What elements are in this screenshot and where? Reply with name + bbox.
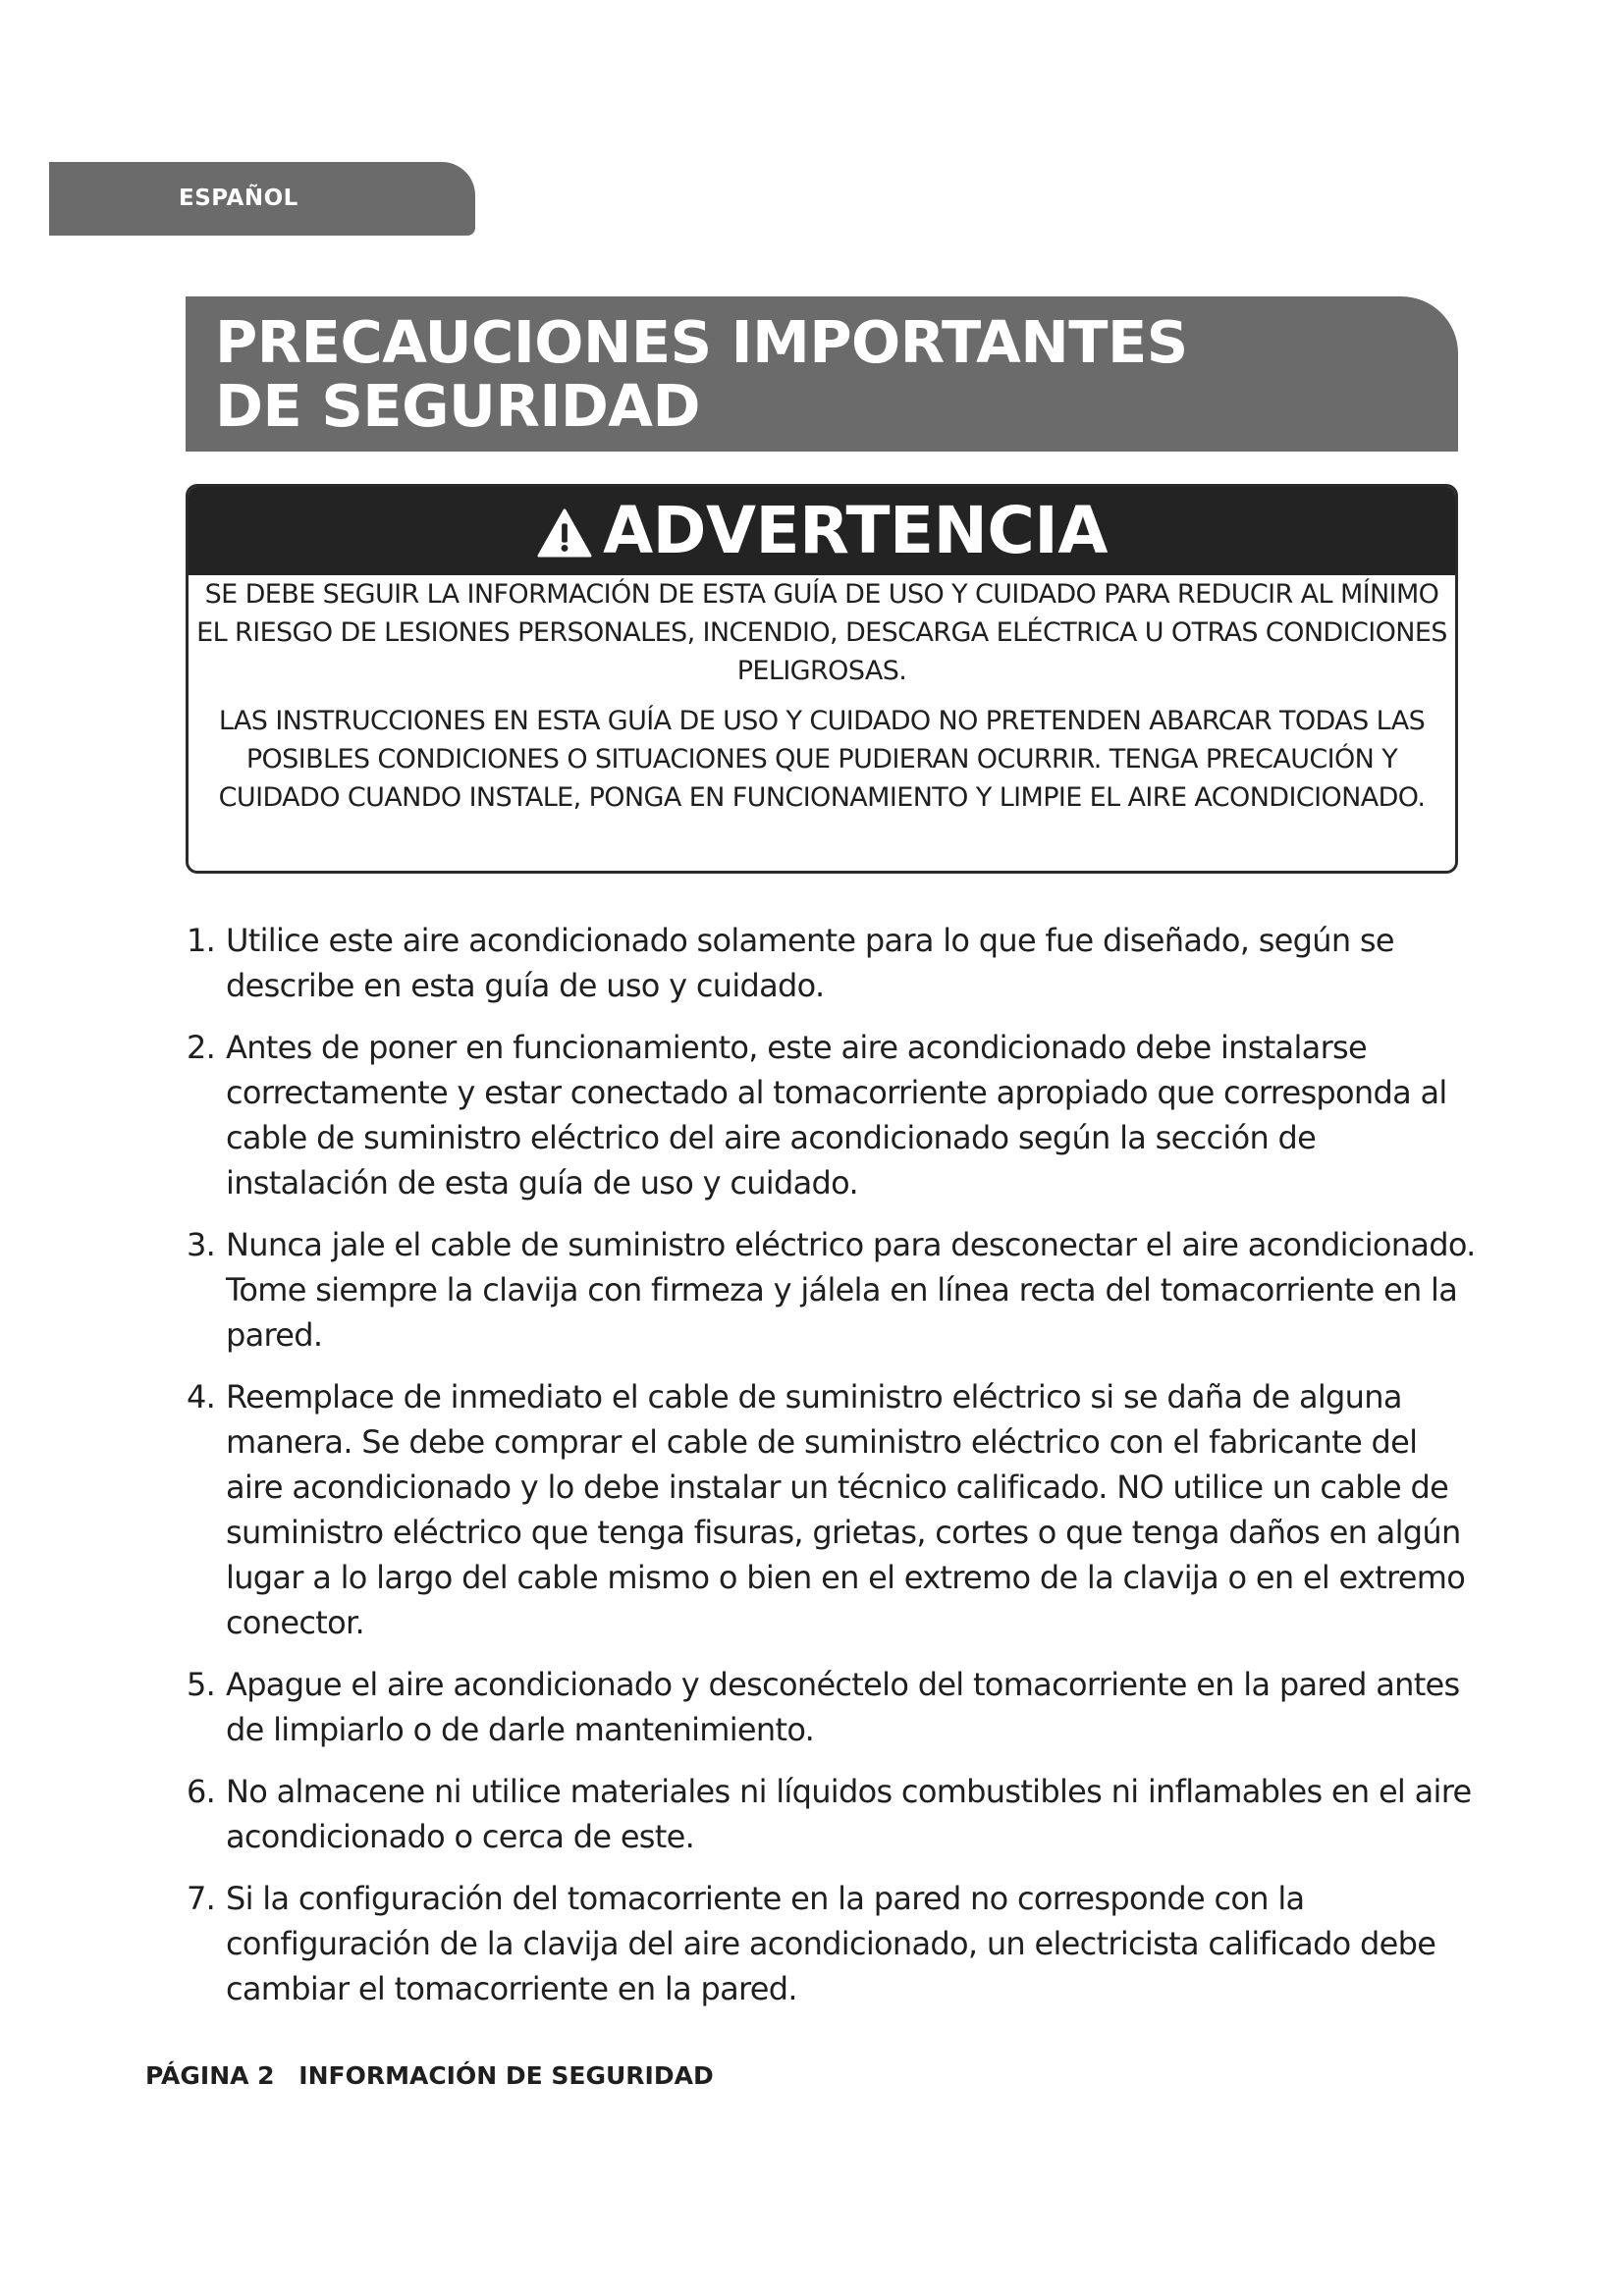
item-text: Utilice este aire acondicionado solamente para lo que fue diseñado, según se describe en esta guía de uso y cuidado. (226, 922, 1394, 1004)
footer-section-name: INFORMACIÓN DE SEGURIDAD (298, 2061, 714, 2090)
item-text: Antes de poner en funcionamiento, este aire acondicionado debe instalarse correctamente y estar conectado al tomacorriente apropiado que corresponda al cable de suministro eléctrico del aire acondicionado según la sección de instalación de esta guía de uso y cuidado. (226, 1029, 1447, 1201)
page-footer (145, 2061, 714, 2091)
item-number: 3. (187, 1226, 216, 1263)
item-text: Nunca jale el cable de suministro eléctrico para desconectar el aire acondicionado. Tome siempre la clavija con firmeza y jálela en línea recta del tomacorriente en la pared. (226, 1226, 1476, 1354)
warning-header (189, 487, 1455, 575)
footer-page-number: PÁGINA 2 (145, 2061, 275, 2090)
warning-box (186, 484, 1458, 874)
item-text: No almacene ni utilice materiales ni líquidos combustibles ni inflamables en el aire acondicionado o cerca de este. (226, 1773, 1472, 1855)
list-item (187, 1662, 1483, 1752)
item-number: 4. (187, 1378, 216, 1415)
section-title-line-2: DE SEGURIDAD (215, 372, 700, 440)
list-item (187, 1374, 1483, 1645)
item-text: Si la configuración del tomacorriente en la pared no corresponde con la configuración de la clavija del aire acondicionado, un electricista calificado debe cambiar el tomacorriente en la pared. (226, 1880, 1436, 2007)
item-text: Reemplace de inmediato el cable de suministro eléctrico si se daña de alguna manera. Se debe comprar el cable de suministro eléctrico con el fabricante del aire acondicionado y lo debe instalar un técnico calificado. NO utilice un cable de suministro eléctrico que tenga fisuras, grietas, cortes o que tenga daños en algún lugar a lo largo del cable mismo o bien en el extremo de la clavija o en el extremo conector. (226, 1378, 1466, 1641)
language-tab (49, 162, 475, 236)
list-item (187, 1025, 1483, 1205)
list-item (187, 1222, 1483, 1358)
item-text: Apague el aire acondicionado y desconéctelo del tomacorriente en la pared antes de limpiarlo o de darle mantenimiento. (226, 1666, 1460, 1748)
warning-triangle-icon (536, 507, 593, 559)
item-number: 2. (187, 1029, 216, 1066)
list-item (187, 1876, 1483, 2011)
item-number: 1. (187, 922, 216, 959)
warning-paragraph-2: LAS INSTRUCCIONES EN ESTA GUÍA DE USO Y CUIDADO NO PRETENDEN ABARCAR TODAS LAS POSIBLES CONDICIONES O SITUACIONES QUE PUDIERAN OCURRIR. TENGA PRECAUCIÓN Y CUIDADO CUANDO INSTALE, PONGA EN FUNCIONAMIENTO Y LIMPIE EL AIRE ACONDICIONADO. (218, 706, 1426, 813)
item-number: 6. (187, 1773, 216, 1810)
list-item (187, 918, 1483, 1008)
section-title-line-1: PRECAUCIONES IMPORTANTES (215, 308, 1188, 376)
language-tab-label: ESPAÑOL (179, 186, 298, 211)
section-title-banner (186, 296, 1458, 452)
warning-paragraph-1: SE DEBE SEGUIR LA INFORMACIÓN DE ESTA GUÍA DE USO Y CUIDADO PARA REDUCIR AL MÍNIMO EL RIESGO DE LESIONES PERSONALES, INCENDIO, DESCARGA ELÉCTRICA U OTRAS CONDICIONES PELIGROSAS. (196, 579, 1447, 686)
safety-instructions-list (187, 918, 1483, 2028)
warning-title: ADVERTENCIA (603, 493, 1108, 568)
list-item (187, 1769, 1483, 1859)
item-number: 7. (187, 1880, 216, 1917)
item-number: 5. (187, 1666, 216, 1703)
